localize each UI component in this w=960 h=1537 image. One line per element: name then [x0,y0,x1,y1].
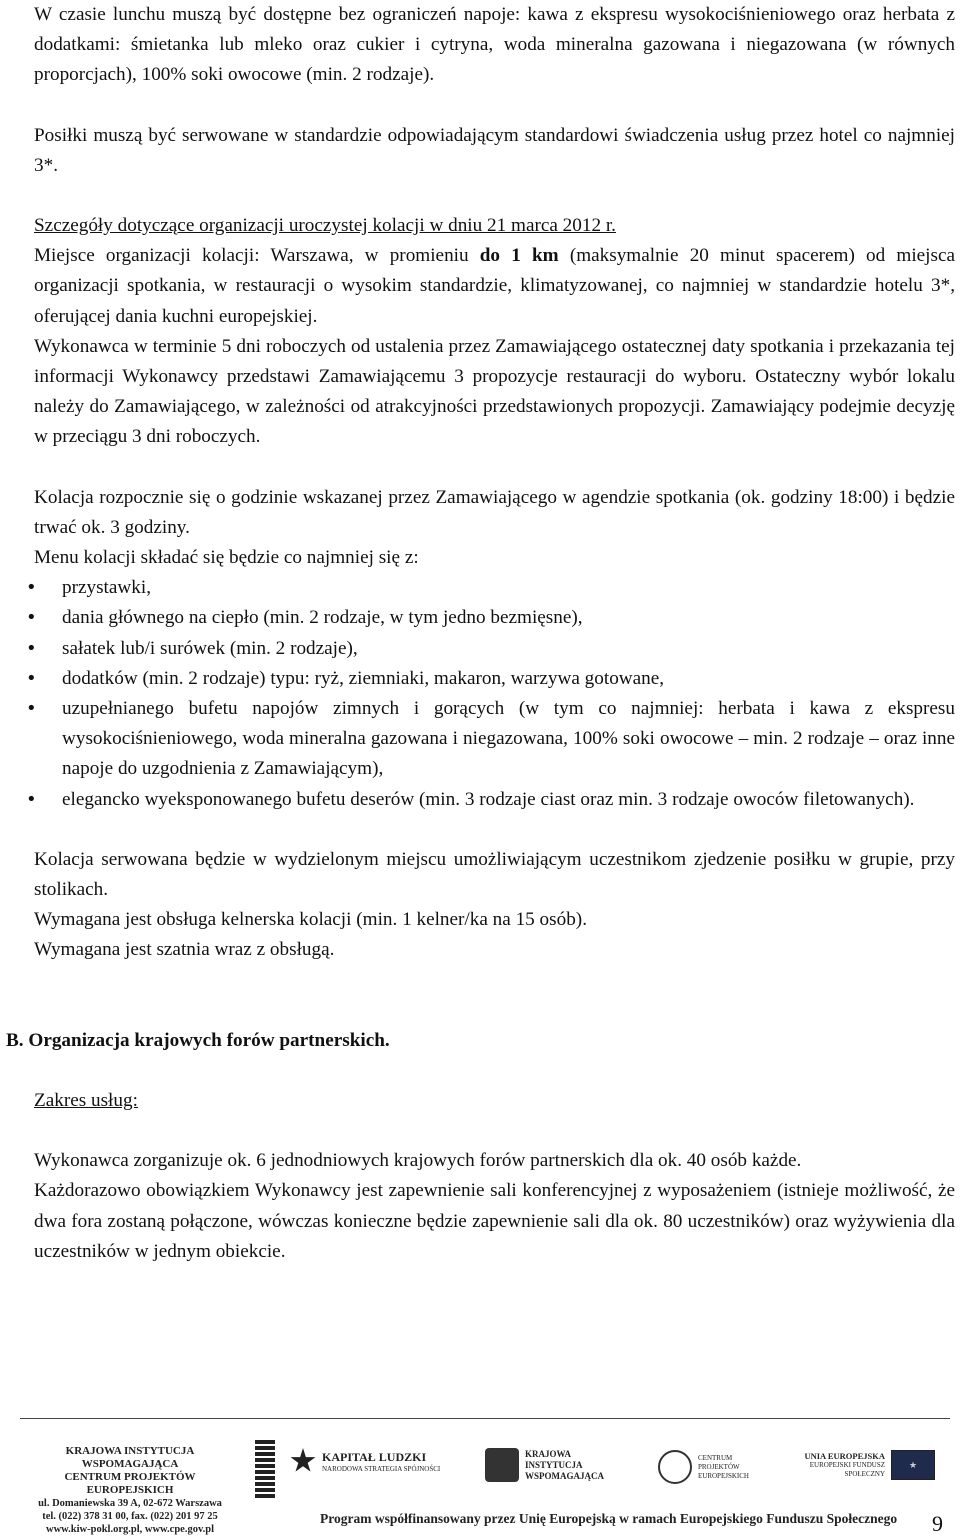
paragraph-waiter-service: Wymagana jest obsługa kelnerska kolacji (min. 1 kelner/ka na 15 osób). [34,909,587,931]
dinner-details-title: Szczegóły dotyczące organizacji uroczystej kolacji w dniu 21 marca 2012 r. [34,215,616,237]
kiw-icon [485,1448,519,1482]
list-item: • sałatek lub/i surówek (min. 2 rodzaje), [34,634,955,664]
cpe-icon [658,1450,692,1484]
footer-org-address: KRAJOWA INSTYTUCJA WSPOMAGAJĄCA CENTRUM PROJEKTÓW EUROPEJSKICH ul. Domaniewska 39 A, 02-672 Warszawa tel. (022) 378 31 00, fax. (022) 201 97 25 www.kiw-pokl.org.pl, www.cpe.gov.pl [38,1445,222,1535]
page-number: 9 [932,1511,943,1536]
scope-of-services-title: Zakres usług: [34,1089,138,1111]
list-item: • przystawki, [34,573,955,603]
paragraph-dinner-time: Kolacja rozpocznie się o godzinie wskazanej przez Zamawiającego w agendzie spotkania (ok. godziny 18:00) i będzie trwać ok. 3 godziny. [34,486,955,538]
menu-list [34,573,955,815]
paragraph-restaurant-proposals: Wykonawca w terminie 5 dni roboczych od ustalenia przez Zamawiającego ostatecznej daty spotkania i przekazania tej informacji Wykonawcy przedstawi Zamawiającemu 3 propozycje restauracji do wyboru. Ostateczny wybór lokalu należy do Zamawiającego, w zależności od atrakcyjności przedstawionych propozycji. Zamawiający podejmie decyzję w przeciągu 3 dni roboczych. [34,335,955,448]
menu-intro: Menu kolacji składać się będzie co najmniej się z: [34,547,419,569]
eu-logo: UNIA EUROPEJSKA EUROPEJSKI FUNDUSZ SPOŁECZNY ★ [795,1450,935,1480]
list-item: • dodatków (min. 2 rodzaje) typu: ryż, ziemniaki, makaron, warzywa gotowane, [34,664,955,694]
paragraph-lunch-drinks: W czasie lunchu muszą być dostępne bez ograniczeń napoje: kawa z ekspresu wysokociśnieniowego oraz herbata z dodatkami: śmietanka lub mleko oraz cukier i cytryna, woda mineralna gazowana i niegazowana (w równych proporcjach), 100% soki owocowe (min. 2 rodzaje). [34,4,955,86]
star-icon [290,1448,316,1474]
cofinancing-note: Program współfinansowany przez Unię Europejską w ramach Europejskiego Funduszu Społecznego [320,1511,898,1526]
paragraph-contractor-duty: Każdorazowo obowiązkiem Wykonawcy jest zapewnienie sali konferencyjnej z wyposażeniem (istnieje możliwość, że dwa fora zostaną połączone, wówczas konieczne będzie zapewnienie sali dla ok. 80 uczestników) oraz wyżywienia dla uczestników w jednym obiekcie. [34,1180,955,1262]
list-item: • dania głównego na ciepło (min. 2 rodzaje, w tym jedno bezmięsne), [34,603,955,633]
paragraph-forums-count: Wykonawca zorganizuje ok. 6 jednodniowych krajowych forów partnerskich dla ok. 40 osób każde. [34,1150,802,1172]
distance-emphasis: do 1 km [479,245,559,267]
kapital-ludzki-logo: KAPITAŁ LUDZKI NARODOWA STRATEGIA SPÓJNOŚCI [290,1448,440,1474]
paragraph-dinner-seating: Kolacja serwowana będzie w wydzielonym miejscu umożliwiającym uczestnikom zjedzenie posiłku w grupie, przy stolikach. [34,848,955,901]
kiw-logo: KRAJOWA INSTYTUCJA WSPOMAGAJĄCA [485,1448,615,1482]
cpe-logo: CENTRUM PROJEKTÓW EUROPEJSKICH [658,1450,768,1484]
eu-flag-icon: ★ [891,1450,935,1480]
paragraph-meal-standard: Posiłki muszą być serwowane w standardzie odpowiadającym standardowi świadczenia usług przez hotel co najmniej 3*. [34,124,955,176]
list-item: • uzupełnianego bufetu napojów zimnych i gorących (w tym co najmniej: herbata i kawa z ekspresu wysokociśnieniowego, woda mineralna gazowana i niegazowana, 100% soki owocowe – min. 2 rodzaje – oraz inne napoje do uzgodnienia z Zamawiającym), [34,694,955,785]
document-body [6,0,955,1267]
poland-emblem-icon [255,1438,275,1498]
footer-divider [20,1418,950,1419]
section-b-heading: B. Organizacja krajowych forów partnerskich. [6,1029,390,1051]
paragraph-cloakroom: Wymagana jest szatnia wraz z obsługą. [34,939,335,961]
list-item: • elegancko wyeksponowanego bufetu deserów (min. 3 rodzaje ciast oraz min. 3 rodzaje owoców filetowanych). [34,785,955,815]
paragraph-dinner-location: Miejsce organizacji kolacji: Warszawa, w promieniu do 1 km (maksymalnie 20 minut spacerem) od miejsca organizacji spotkania, w restauracji o wysokim standardzie, klimatyzowanej, co najmniej w standardzie hotelu 3*, oferującej dania kuchni europejskiej. [34,245,955,327]
